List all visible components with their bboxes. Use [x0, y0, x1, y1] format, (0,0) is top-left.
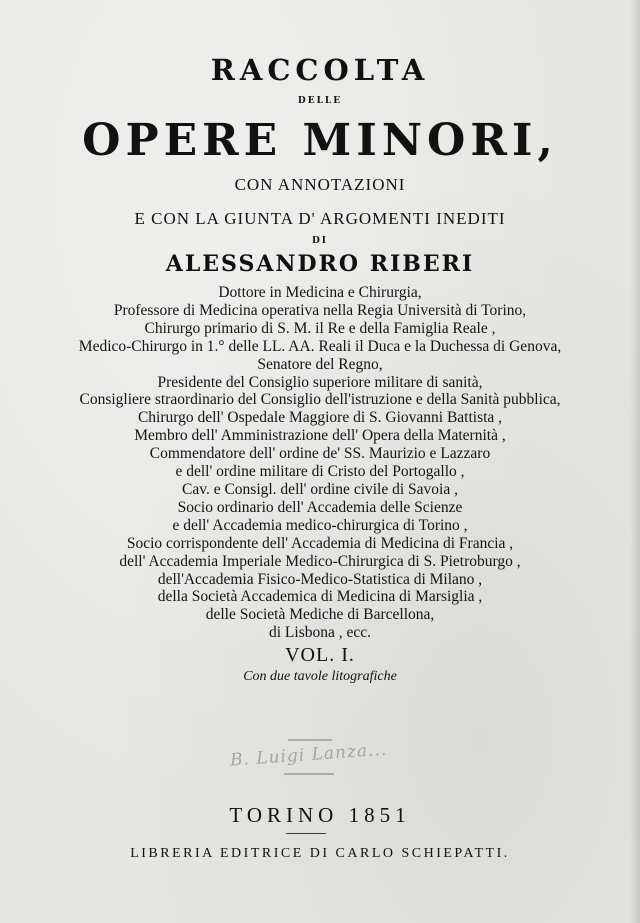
- author-title-line: Professore di Medicina operativa nella Regia Università di Torino,: [113, 301, 527, 319]
- author-title-line: e dell' Accademia medico-chirurgica di Torino ,: [172, 516, 468, 534]
- imprint-rule: [286, 833, 326, 834]
- subtitle-line-2: E CON LA GIUNTA D' ARGOMENTI INEDITI: [134, 209, 506, 228]
- author-title-line: Socio corrispondente dell' Accademia di Medicina di Francia ,: [126, 534, 514, 552]
- author-title-line: Chirurgo primario di S. M. il Re e della Famiglia Reale ,: [144, 319, 496, 337]
- title-line-delle: DELLE: [297, 96, 343, 106]
- subtitle-di: DI: [311, 236, 328, 246]
- author-title-line: della Società Accademica di Medicina di Marsiglia ,: [157, 588, 483, 606]
- subtitle-line-1: CON ANNOTAZIONI: [234, 175, 406, 194]
- imprint-publisher: LIBRERIA EDITRICE DI CARLO SCHIEPATTI.: [130, 846, 510, 861]
- ownership-stamp: [222, 734, 398, 778]
- author-title-line: di Lisbona , ecc.: [268, 624, 371, 642]
- author-title-line: e dell' ordine militare di Cristo del Portogallo ,: [175, 463, 465, 481]
- title-line-raccolta: RACCOLTA: [210, 53, 430, 87]
- author-title-line: Socio ordinario dell' Accademia delle Scienze: [177, 498, 463, 516]
- author-titles-list: [0, 284, 640, 642]
- author-title-line: Membro dell' Amministrazione dell' Opera della Maternità ,: [134, 427, 506, 445]
- author-title-line: Consigliere straordinario del Consiglio dell'istruzione e della Sanità pubblica,: [79, 391, 561, 409]
- svg-text:B. Luigi Lanza...: B. Luigi Lanza...: [229, 739, 388, 771]
- volume-label: VOL. I.: [285, 644, 355, 666]
- author-name: ALESSANDRO RIBERI: [165, 251, 475, 277]
- author-title-line: dell'Accademia Fisico-Medico-Statistica di Milano ,: [157, 570, 483, 588]
- author-title-line: Senatore del Regno,: [257, 355, 383, 373]
- author-title-line: Dottore in Medicina e Chirurgia,: [218, 284, 422, 301]
- imprint-place-year: TORINO 1851: [229, 803, 411, 827]
- author-title-line: delle Società Mediche di Barcellona,: [205, 606, 435, 624]
- author-title-line: Cav. e Consigl. dell' ordine civile di Savoia ,: [181, 480, 458, 498]
- plates-note: Con due tavole litografiche: [243, 669, 397, 684]
- author-title-line: Chirurgo dell' Ospedale Maggiore di S. Giovanni Battista ,: [137, 409, 503, 427]
- title-line-opere-minori: OPERE MINORI,: [82, 115, 558, 166]
- author-title-line: Commendatore dell' ordine de' SS. Maurizio e Lazzaro: [149, 445, 491, 463]
- author-title-line: Medico-Chirurgo in 1.° delle LL. AA. Reali il Duca e la Duchessa di Genova,: [78, 337, 562, 355]
- author-title-line: dell' Accademia Imperiale Medico-Chirurgica di S. Pietroburgo ,: [119, 552, 521, 570]
- author-title-line: Presidente del Consiglio superiore militare di sanità,: [157, 373, 483, 391]
